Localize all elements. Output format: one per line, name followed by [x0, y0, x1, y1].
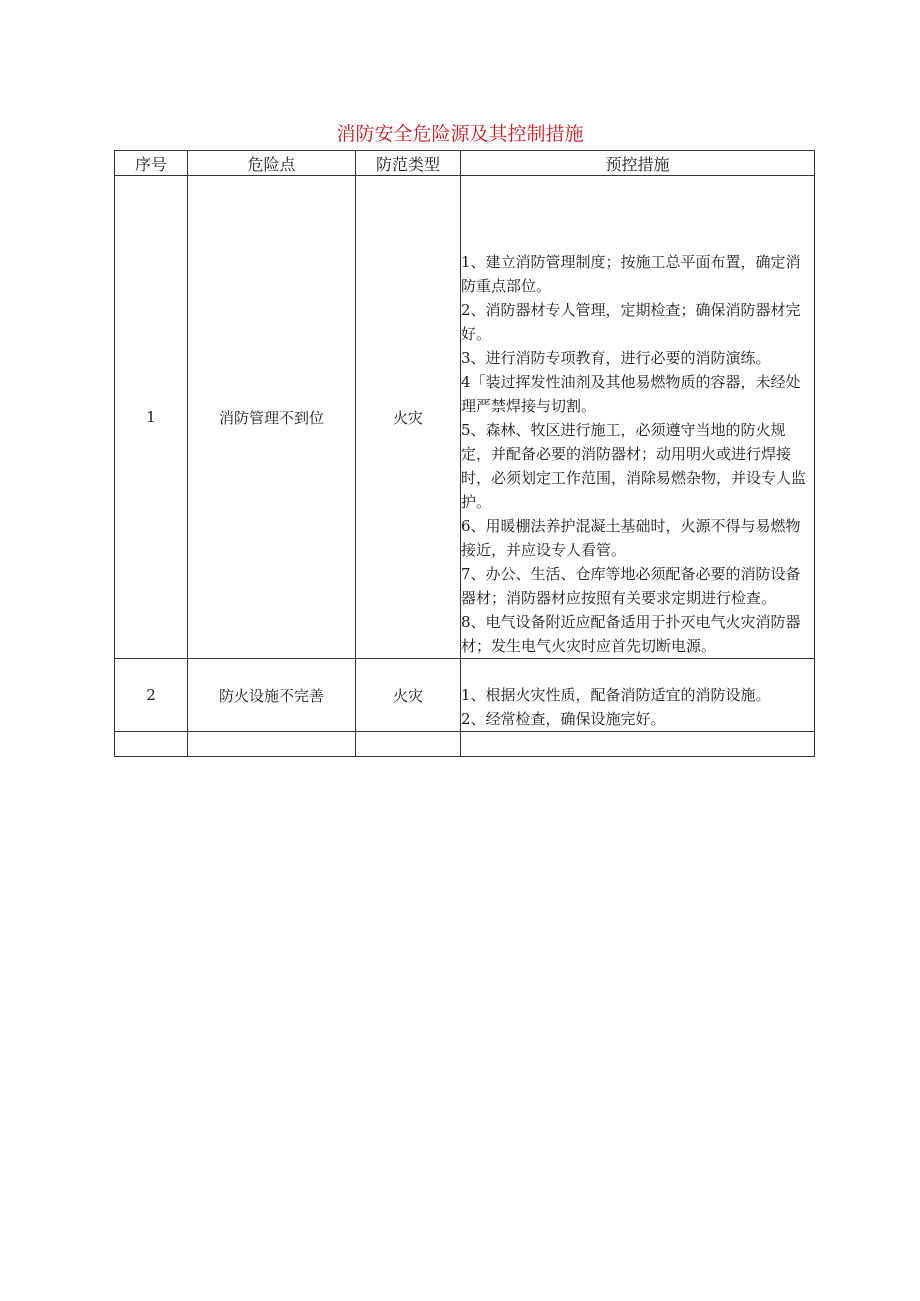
hazard-control-table — [114, 150, 815, 757]
header-no: 序号 — [115, 151, 188, 176]
empty-cell — [115, 732, 188, 757]
measure-item: 2、经常检查，确保设施完好。 — [461, 710, 666, 728]
measure-item: 1、建立消防管理制度；按施工总平面布置，确定消防重点部位。 — [461, 253, 801, 295]
header-hazard: 危险点 — [188, 151, 356, 176]
row-hazard: 防火设施不完善 — [188, 659, 356, 732]
row-type: 火灾 — [356, 659, 461, 732]
row-hazard: 消防管理不到位 — [188, 176, 356, 659]
empty-cell — [188, 732, 356, 757]
measure-item: 8、电气设备附近应配备适用于扑灭电气火灾消防器材；发生电气火灾时应首先切断电源。 — [461, 613, 801, 655]
empty-cell — [461, 732, 815, 757]
measure-item: 3、进行消防专项教育，进行必要的消防演练。 — [461, 349, 771, 367]
measure-item: 2、消防器材专人管理，定期检查；确保消防器材完好。 — [461, 301, 801, 343]
table-row — [115, 176, 815, 659]
page-title: 消防安全危险源及其控制措施 — [336, 123, 584, 145]
row-no: 1 — [115, 176, 188, 659]
row-type: 火灾 — [356, 176, 461, 659]
empty-table-row — [115, 732, 815, 757]
measure-item: 6、用暖棚法养护混凝土基础时，火源不得与易燃物接近，并应设专人看管。 — [461, 517, 801, 559]
empty-cell — [356, 732, 461, 757]
table-row — [115, 659, 815, 732]
measure-item: 5、森林、牧区进行施工，必须遵守当地的防火规定，并配备必要的消防器材；动用明火或进行焊接时，必须划定工作范围，消除易燃杂物，并设专人监护。 — [461, 421, 807, 511]
header-type: 防范类型 — [356, 151, 461, 176]
row-measures — [461, 176, 815, 659]
table-header-row — [115, 151, 815, 176]
row-measures — [461, 659, 815, 732]
measure-item: 1、根据火灾性质，配备消防适宜的消防设施。 — [461, 686, 771, 704]
row-no: 2 — [115, 659, 188, 732]
header-measures: 预控措施 — [461, 151, 815, 176]
measure-item: 4「装过挥发性油剂及其他易燃物质的容器，未经处理严禁焊接与切割。 — [461, 373, 801, 415]
measure-item: 7、办公、生活、仓库等地必须配备必要的消防设备器材；消防器材应按照有关要求定期进行检查。 — [461, 565, 801, 607]
